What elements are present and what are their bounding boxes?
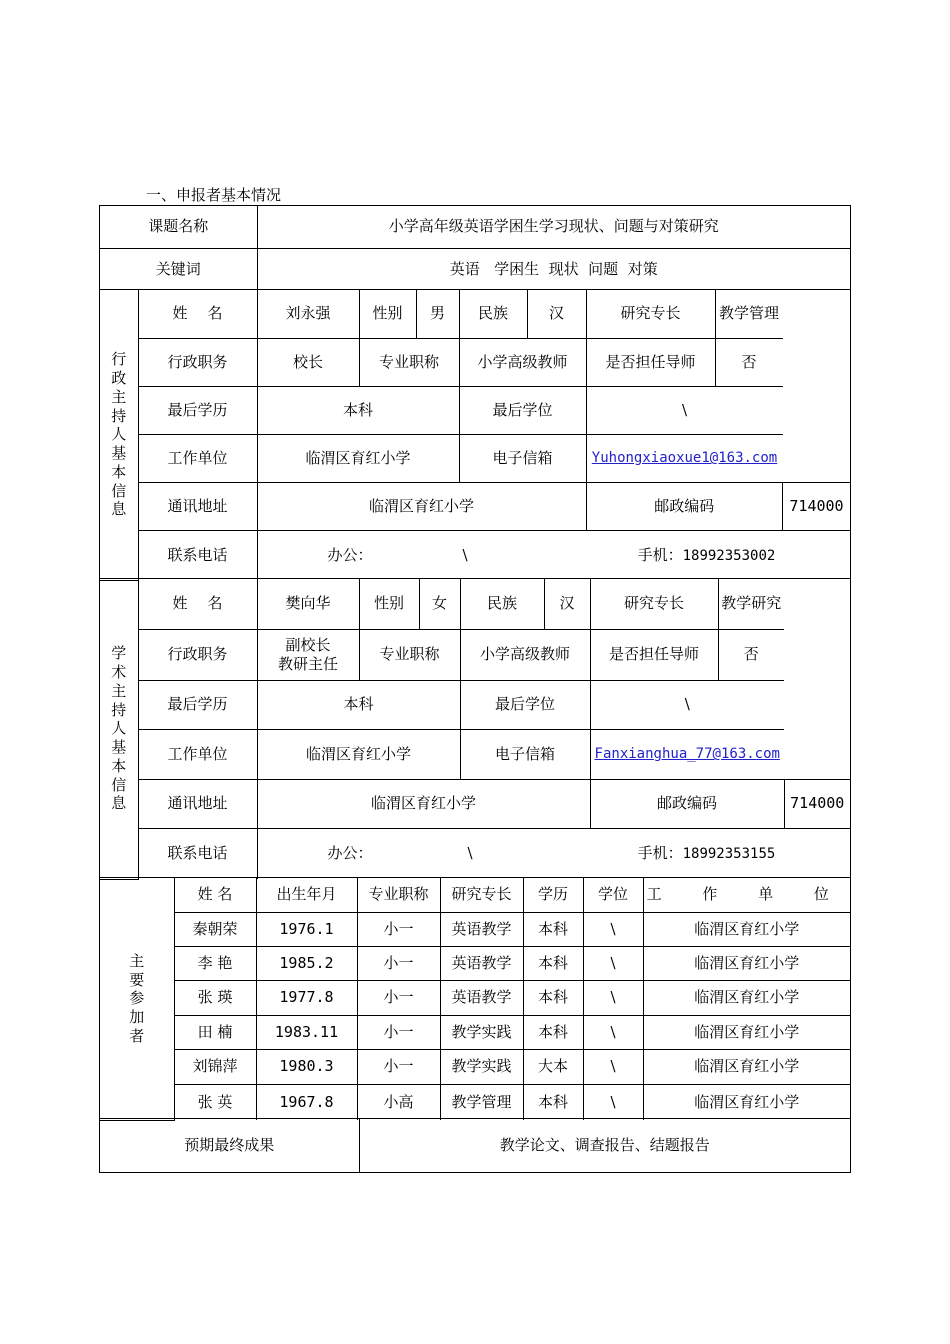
participant-edu: 本科	[523, 912, 583, 946]
acad-degree-label: 最后学位	[460, 680, 590, 729]
admin-mobile: 18992353002	[682, 547, 776, 564]
acad-title-label: 专业职称	[359, 629, 460, 680]
participant-name: 张 瑛	[174, 980, 256, 1015]
acad-phone-label: 联系电话	[138, 828, 257, 879]
participant-specialty: 英语教学	[440, 912, 523, 946]
admin-mentor: 否	[715, 338, 783, 386]
participant-unit: 临渭区育红小学	[643, 946, 850, 980]
admin-email-link[interactable]: Yuhongxiaoxue1@163.com	[591, 450, 778, 467]
acad-position	[257, 629, 359, 680]
participant-name: 田 楠	[174, 1015, 256, 1049]
participant-birth: 1983.11	[256, 1015, 357, 1049]
participant-specialty: 教学实践	[440, 1049, 523, 1084]
admin-host-block	[99, 289, 851, 579]
table-row	[100, 1015, 850, 1049]
participant-title: 小一	[357, 1015, 440, 1049]
admin-phone-label: 联系电话	[138, 530, 257, 580]
acad-edu: 本科	[257, 680, 460, 729]
participant-title: 小一	[357, 1049, 440, 1084]
admin-name: 刘永强	[257, 290, 359, 338]
admin-edu: 本科	[257, 386, 459, 434]
participant-title: 小一	[357, 980, 440, 1015]
admin-edu-label: 最后学历	[138, 386, 257, 434]
outcome-block	[99, 1118, 851, 1173]
acad-position-line1: 副校长	[285, 635, 331, 654]
participant-edu: 本科	[523, 980, 583, 1015]
outcome-value: 教学论文、调查报告、结题报告	[359, 1119, 850, 1172]
participant-edu: 本科	[523, 946, 583, 980]
participant-degree: \	[583, 946, 643, 980]
academic-host-section-label: 学 术 主 持 人 基 本 信 息	[100, 579, 138, 879]
topic-label: 课题名称	[100, 206, 257, 248]
participants-section-label: 主 要 参 加 者	[100, 878, 174, 1120]
acad-edu-label: 最后学历	[138, 680, 257, 729]
participant-birth: 1985.2	[256, 946, 357, 980]
participant-degree: \	[583, 1049, 643, 1084]
admin-degree-label: 最后学位	[459, 386, 586, 434]
acad-unit-label: 工作单位	[138, 729, 257, 779]
admin-mobile-label: 手机：	[637, 545, 683, 564]
acad-name: 樊向华	[257, 579, 359, 629]
acad-mentor: 否	[718, 629, 784, 680]
participants-block	[99, 877, 851, 1119]
admin-title-label: 专业职称	[359, 338, 459, 386]
acad-email-label: 电子信箱	[460, 729, 590, 779]
admin-ethnic: 汉	[527, 290, 586, 338]
participant-unit: 临渭区育红小学	[643, 912, 850, 946]
acad-unit: 临渭区育红小学	[257, 729, 460, 779]
participant-edu: 本科	[523, 1015, 583, 1049]
admin-unit-label: 工作单位	[138, 434, 257, 482]
keywords-label: 关键词	[100, 248, 257, 291]
participant-birth: 1977.8	[256, 980, 357, 1015]
acad-specialty-label: 研究专长	[590, 579, 718, 629]
admin-title: 小学高级教师	[459, 338, 586, 386]
participant-degree: \	[583, 1015, 643, 1049]
admin-name-label: 姓名	[138, 290, 257, 338]
admin-address: 临渭区育红小学	[257, 482, 586, 530]
participant-degree: \	[583, 912, 643, 946]
col-header-degree: 学位	[583, 878, 643, 912]
admin-postcode-label: 邮政编码	[586, 482, 783, 530]
acad-name-label: 姓名	[138, 579, 257, 629]
admin-gender: 男	[416, 290, 459, 338]
participant-unit: 临渭区育红小学	[643, 980, 850, 1015]
participant-specialty: 英语教学	[440, 980, 523, 1015]
acad-position-label: 行政职务	[138, 629, 257, 680]
participant-name: 张 英	[174, 1084, 256, 1120]
participant-name: 秦朝荣	[174, 912, 256, 946]
admin-specialty-label: 研究专长	[586, 290, 715, 338]
admin-address-label: 通讯地址	[138, 482, 257, 530]
admin-mentor-label: 是否担任导师	[586, 338, 715, 386]
participant-specialty: 教学管理	[440, 1084, 523, 1120]
acad-ethnic-label: 民族	[460, 579, 544, 629]
col-header-unit: 工 作 单 位	[643, 878, 850, 912]
acad-ethnic: 汉	[544, 579, 590, 629]
admin-position-label: 行政职务	[138, 338, 257, 386]
admin-position: 校长	[257, 338, 359, 386]
admin-office-label: 办公：	[327, 545, 373, 564]
participant-title: 小高	[357, 1084, 440, 1120]
acad-postcode: 714000	[784, 779, 850, 828]
participant-degree: \	[583, 1084, 643, 1120]
acad-mobile: 18992353155	[682, 846, 776, 862]
col-header-edu: 学历	[523, 878, 583, 912]
table-row	[100, 980, 850, 1015]
col-header-title: 专业职称	[357, 878, 440, 912]
table-row	[100, 1084, 850, 1120]
acad-mobile-label: 手机：	[637, 844, 683, 862]
acad-mentor-label: 是否担任导师	[590, 629, 718, 680]
participant-edu: 大本	[523, 1049, 583, 1084]
participant-degree: \	[583, 980, 643, 1015]
admin-email-label: 电子信箱	[459, 434, 586, 482]
col-header-name: 姓 名	[174, 878, 256, 912]
admin-office: \	[462, 545, 468, 564]
acad-gender: 女	[419, 579, 460, 629]
participant-birth: 1976.1	[256, 912, 357, 946]
participant-specialty: 英语教学	[440, 946, 523, 980]
topic-block	[99, 205, 851, 290]
admin-specialty: 教学管理	[715, 290, 783, 338]
table-row	[100, 946, 850, 980]
acad-email-link[interactable]: Fanxianghua_77@163.com	[594, 746, 780, 763]
col-header-specialty: 研究专长	[440, 878, 523, 912]
participant-name: 李 艳	[174, 946, 256, 980]
participant-title: 小一	[357, 912, 440, 946]
participant-birth: 1967.8	[256, 1084, 357, 1120]
acad-office: \	[467, 844, 473, 862]
topic-value: 小学高年级英语学困生学习现状、问题与对策研究	[257, 206, 850, 248]
acad-position-line2: 教研主任	[277, 654, 338, 673]
acad-gender-label: 性别	[359, 579, 419, 629]
table-row	[100, 912, 850, 946]
acad-specialty: 教学研究	[718, 579, 784, 629]
col-header-birth: 出生年月	[256, 878, 357, 912]
participant-unit: 临渭区育红小学	[643, 1049, 850, 1084]
acad-address-label: 通讯地址	[138, 779, 257, 828]
admin-unit: 临渭区育红小学	[257, 434, 459, 482]
participant-title: 小一	[357, 946, 440, 980]
admin-host-section-label: 行 政 主 持 人 基 本 信 息	[100, 290, 138, 580]
acad-office-label: 办公：	[327, 844, 373, 862]
admin-ethnic-label: 民族	[459, 290, 527, 338]
participant-unit: 临渭区育红小学	[643, 1084, 850, 1120]
participant-unit: 临渭区育红小学	[643, 1015, 850, 1049]
participant-edu: 本科	[523, 1084, 583, 1120]
admin-degree: \	[586, 386, 783, 434]
acad-postcode-label: 邮政编码	[590, 779, 784, 828]
admin-gender-label: 性别	[359, 290, 416, 338]
table-row	[100, 1049, 850, 1084]
participant-birth: 1980.3	[256, 1049, 357, 1084]
outcome-label: 预期最终成果	[100, 1119, 359, 1172]
participant-name: 刘锦萍	[174, 1049, 256, 1084]
academic-host-block	[99, 578, 851, 878]
participant-specialty: 教学实践	[440, 1015, 523, 1049]
section-heading: 一、申报者基本情况	[146, 186, 282, 204]
acad-address: 临渭区育红小学	[257, 779, 590, 828]
acad-degree: \	[590, 680, 784, 729]
admin-postcode: 714000	[783, 482, 851, 530]
acad-title: 小学高级教师	[460, 629, 590, 680]
keywords-value: 英语 学困生 现状 问题 对策	[257, 248, 850, 291]
